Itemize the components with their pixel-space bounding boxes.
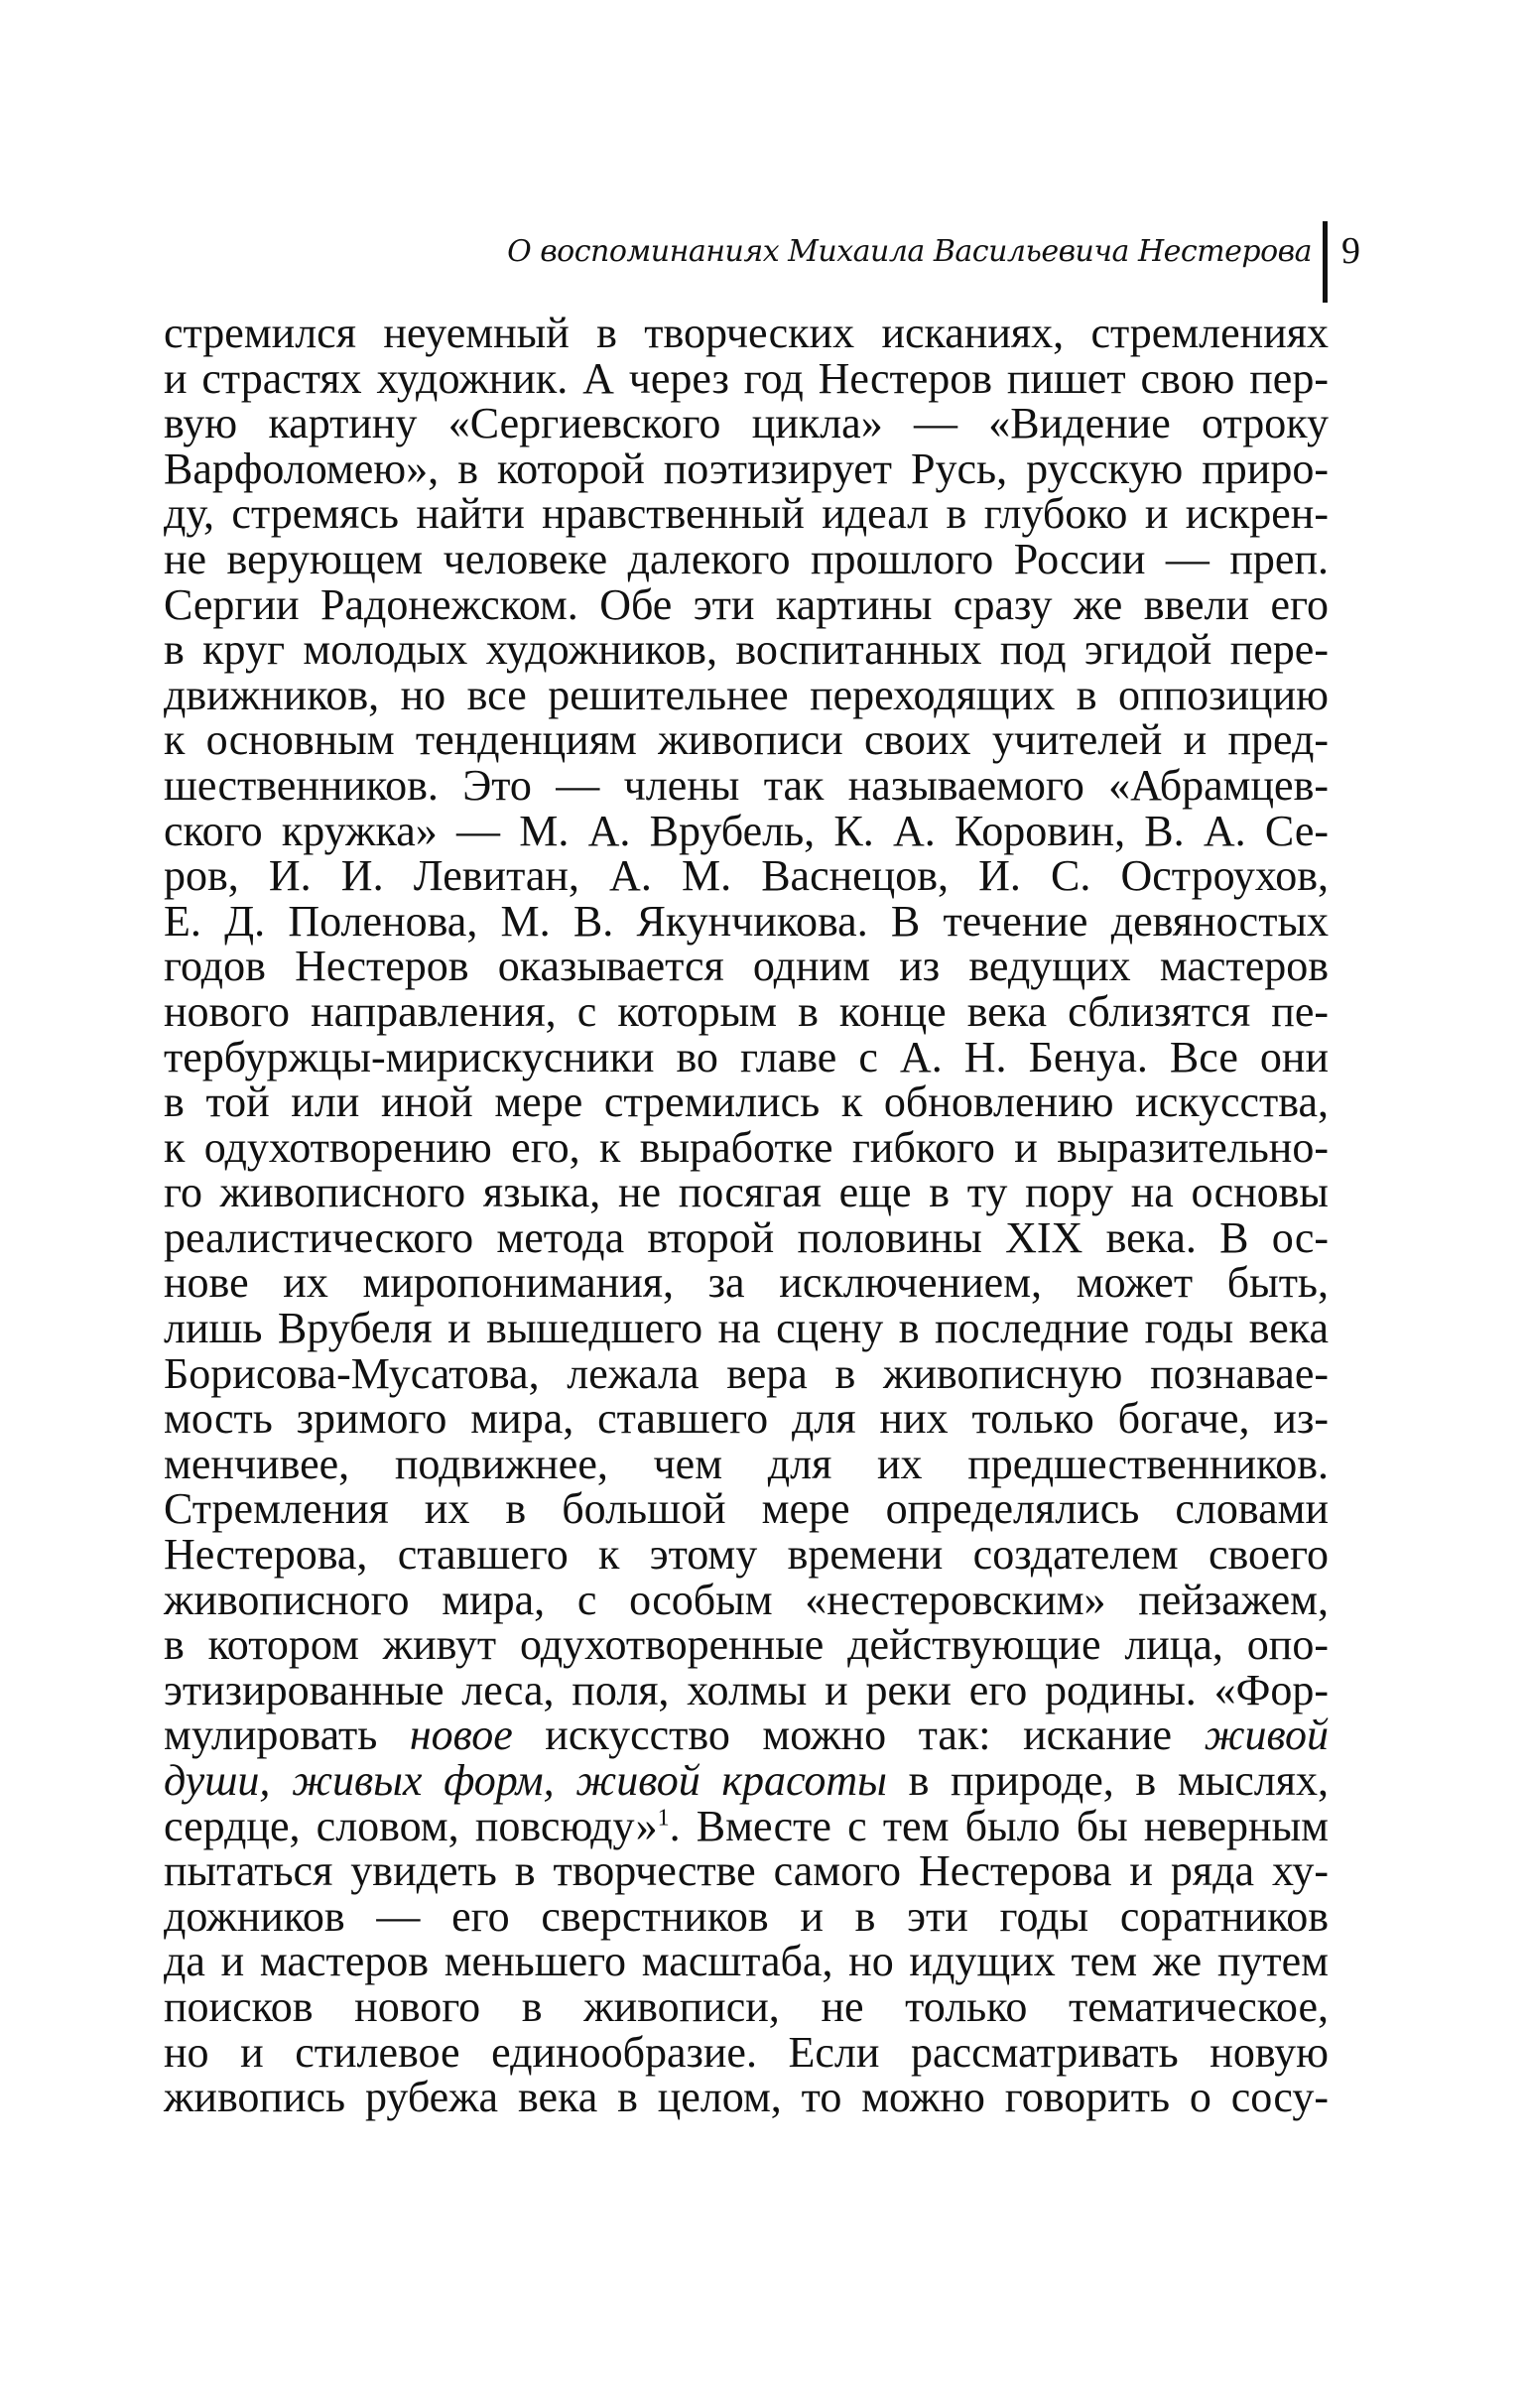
- text-line: и страстях художник. А через год Нестеров пишет свою пер-: [164, 353, 1329, 403]
- text-line: тербуржцы-мирискусники во главе с А. Н. Бенуа. Все они: [164, 1032, 1329, 1081]
- emphasis: живой: [1204, 1711, 1330, 1760]
- header-divider: [1323, 221, 1328, 303]
- text-line: пытаться увидеть в творчестве самого Нестерова и ряда ху-: [164, 1846, 1329, 1896]
- text-line: шественников. Это — члены так называемого «Абрамцев-: [164, 760, 1329, 810]
- text-line: Е. Д. Поленова, М. В. Якунчикова. В течение девяностых: [164, 896, 1329, 946]
- text-line: ского кружка» — М. А. Врубель, К. А. Коровин, В. А. Се-: [164, 806, 1329, 855]
- text-line-with-footnote: сердце, словом, повсюду»$^1$. Вместе с тем было бы неверным: [164, 1801, 1329, 1850]
- text-line: да и мастеров меньшего масштаба, но идущих тем же путем: [164, 1937, 1329, 1986]
- text-line: Варфоломею», в которой поэтизирует Русь, русскую приро-: [164, 444, 1329, 493]
- text-line: живопись рубежа века в целом, то можно говорить о сосу-: [164, 2073, 1329, 2122]
- text-line: в котором живут одухотворенные действующие лица, опо-: [164, 1620, 1329, 1670]
- body-text: [164, 311, 1329, 2120]
- text-line-with-emphasis: мулировать новое искусство можно так: искание живой: [164, 1711, 1330, 1760]
- emphasis: новое: [409, 1711, 513, 1760]
- text-line: Борисова-Мусатова, лежала вера в живописную познавае-: [164, 1348, 1329, 1398]
- text-line: ду, стремясь найти нравственный идеал в глубоко и искрен-: [164, 489, 1329, 539]
- text-line: Сергии Радонежском. Обе эти картины сразу же ввели его: [164, 579, 1329, 629]
- footnote-marker[interactable]: 1: [657, 1804, 670, 1831]
- text-line: лишь Врубеля и вышедшего на сцену в последние годы века: [164, 1304, 1329, 1353]
- emphasis: души, живых форм, живой красоты: [164, 1756, 887, 1805]
- running-head: [0, 0, 1528, 327]
- text-line: к одухотворению его, к выработке гибкого и выразительно-: [164, 1122, 1329, 1172]
- text-line: движников, но все решительнее переходящих в оппозицию: [164, 670, 1329, 719]
- text-line: но и стилевое единообразие. Если рассматривать новую: [164, 2027, 1329, 2077]
- page-number: 9: [1341, 230, 1360, 272]
- text-line: этизированные леса, поля, холмы и реки его родины. «Фор-: [164, 1665, 1329, 1714]
- text-line: не верующем человеке далекого прошлого России — преп.: [164, 534, 1329, 583]
- text-line: поисков нового в живописи, не только тематическое,: [164, 1981, 1329, 2031]
- text-line: ров, И. И. Левитан, А. М. Васнецов, И. С. Остроухов,: [164, 851, 1329, 901]
- text-line: нового направления, с которым в конце века сблизятся пе-: [164, 986, 1329, 1036]
- running-title: О воспоминаниях Михаила Васильевича Нестерова: [507, 234, 1312, 269]
- text-line: го живописного языка, не посягая еще в ту пору на основы: [164, 1168, 1329, 1217]
- text-line: реалистического метода второй половины XIX века. В ос-: [164, 1212, 1329, 1262]
- text-line: нове их миропонимания, за исключением, может быть,: [164, 1258, 1329, 1308]
- text-line-with-emphasis: души, живых форм, живой красоты в природе, в мыслях,: [164, 1756, 1329, 1805]
- text-line: Стремления их в большой мере определялись словами: [164, 1484, 1329, 1534]
- text-line: годов Нестеров оказывается одним из ведущих мастеров: [164, 942, 1329, 991]
- text-line: вую картину «Сергиевского цикла» — «Видение отроку: [164, 399, 1329, 448]
- text-line: менчивее, подвижнее, чем для их предшественников.: [164, 1439, 1329, 1488]
- text-line: в той или иной мере стремились к обновлению искусства,: [164, 1077, 1329, 1127]
- text-line: мость зримого мира, ставшего для них только богаче, из-: [164, 1394, 1329, 1444]
- text-line: стремился неуемный в творческих исканиях, стремлениях: [164, 309, 1329, 357]
- text-line: дожников — его сверстников и в эти годы соратников: [164, 1891, 1329, 1941]
- text-line: к основным тенденциям живописи своих учителей и пред-: [164, 715, 1329, 765]
- text-line: Нестерова, ставшего к этому времени создателем своего: [164, 1530, 1329, 1580]
- text-line: в круг молодых художников, воспитанных под эгидой пере-: [164, 625, 1329, 675]
- text-line: живописного мира, с особым «нестеровским» пейзажем,: [164, 1575, 1329, 1624]
